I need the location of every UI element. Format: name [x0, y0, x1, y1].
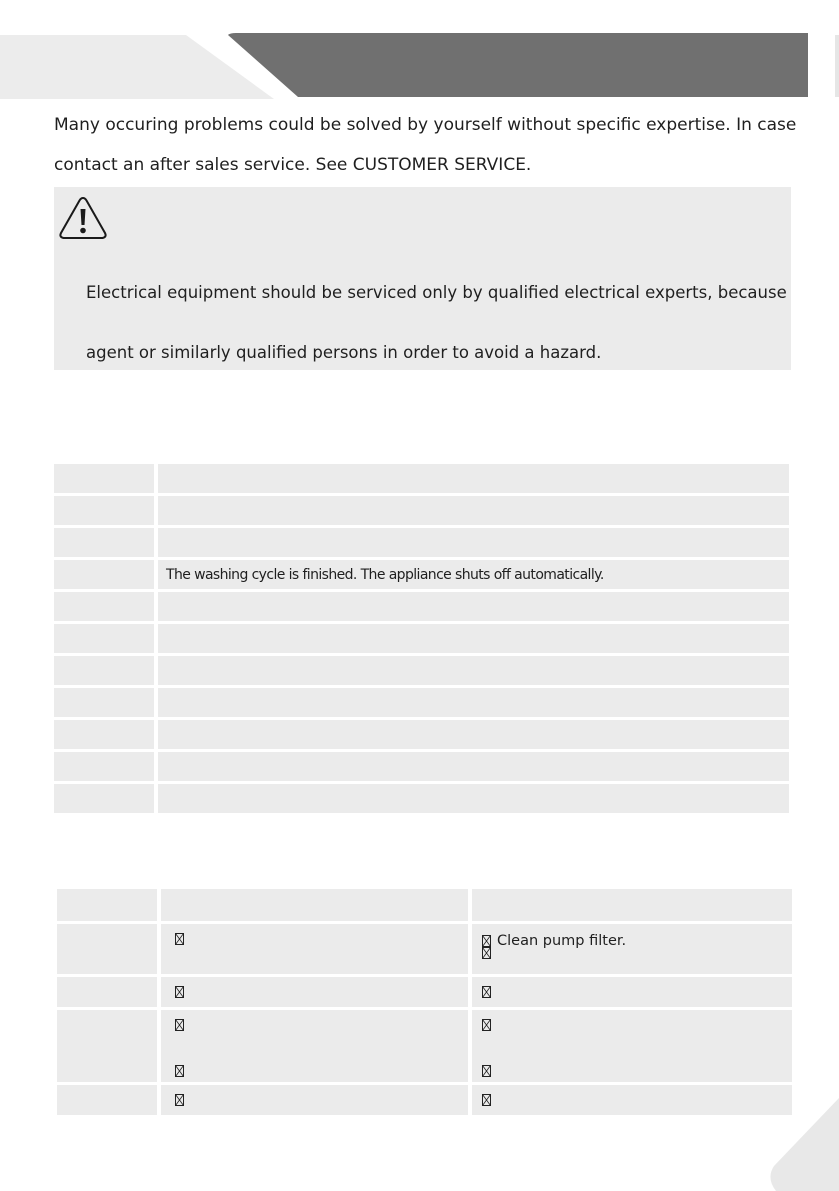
code-cell [54, 752, 158, 781]
page-edge-marker [835, 35, 839, 97]
checkbox-icon [175, 933, 184, 945]
table-row [57, 924, 792, 974]
description-cell [158, 528, 789, 557]
table-row [54, 688, 789, 717]
code-cell [54, 560, 158, 589]
description-cell [158, 592, 789, 621]
checkbox-icon [482, 935, 491, 947]
page-corner-decoration [766, 1098, 839, 1191]
checkbox-icon [175, 1065, 184, 1077]
table-row [54, 592, 789, 621]
solution-text: Clean pump filter. [497, 933, 627, 949]
checkbox-icon [482, 986, 491, 998]
header-solution-cell [472, 889, 792, 921]
checkbox-icon [175, 986, 184, 998]
description-cell: The washing cycle is finished. The appliance shuts off automatically. [158, 560, 789, 589]
warning-line-1: Electrical equipment should be serviced only by qualified electrical experts, because [86, 283, 787, 302]
checkbox-icon [175, 1094, 184, 1106]
header-problem-cell [57, 889, 161, 921]
table-row [54, 560, 789, 589]
table-row [57, 1010, 792, 1082]
table-row [54, 784, 789, 813]
description-cell [158, 624, 789, 653]
checkbox-icon [482, 1065, 491, 1077]
header-cause-cell [161, 889, 472, 921]
code-cell [54, 464, 158, 493]
description-cell [158, 656, 789, 685]
code-cell [54, 784, 158, 813]
description-cell [158, 688, 789, 717]
display-codes-table [54, 461, 789, 816]
code-cell [54, 720, 158, 749]
table-row [54, 752, 789, 781]
warning-triangle-icon [58, 195, 108, 241]
table-row [54, 624, 789, 653]
code-cell [54, 592, 158, 621]
code-cell [54, 656, 158, 685]
code-cell [54, 624, 158, 653]
description-cell [158, 464, 789, 493]
code-cell [54, 688, 158, 717]
description-cell [158, 752, 789, 781]
code-cell [54, 496, 158, 525]
checkbox-icon [482, 947, 491, 959]
table-row [57, 977, 792, 1007]
warning-line-2: agent or similarly qualified persons in order to avoid a hazard. [86, 343, 602, 362]
table-row [54, 528, 789, 557]
description-cell [158, 720, 789, 749]
description-cell [158, 784, 789, 813]
intro-line-2: contact an after sales service. See CUSTOMER SERVICE. [54, 155, 532, 175]
intro-line-1: Many occuring problems could be solved by yourself without specific expertise. In case [54, 115, 797, 135]
checkbox-icon [482, 1094, 491, 1106]
warning-box [54, 187, 791, 370]
checkbox-icon [175, 1019, 184, 1031]
troubleshooting-table [57, 886, 792, 1118]
table-row [54, 656, 789, 685]
intro-paragraph [54, 105, 797, 185]
code-cell [54, 528, 158, 557]
table-header-row [57, 889, 792, 921]
table-row [54, 496, 789, 525]
description-cell [158, 496, 789, 525]
table-row [54, 464, 789, 493]
header-title-bar [228, 33, 808, 97]
checkbox-icon [482, 1019, 491, 1031]
table-row [57, 1085, 792, 1115]
table-row [54, 720, 789, 749]
